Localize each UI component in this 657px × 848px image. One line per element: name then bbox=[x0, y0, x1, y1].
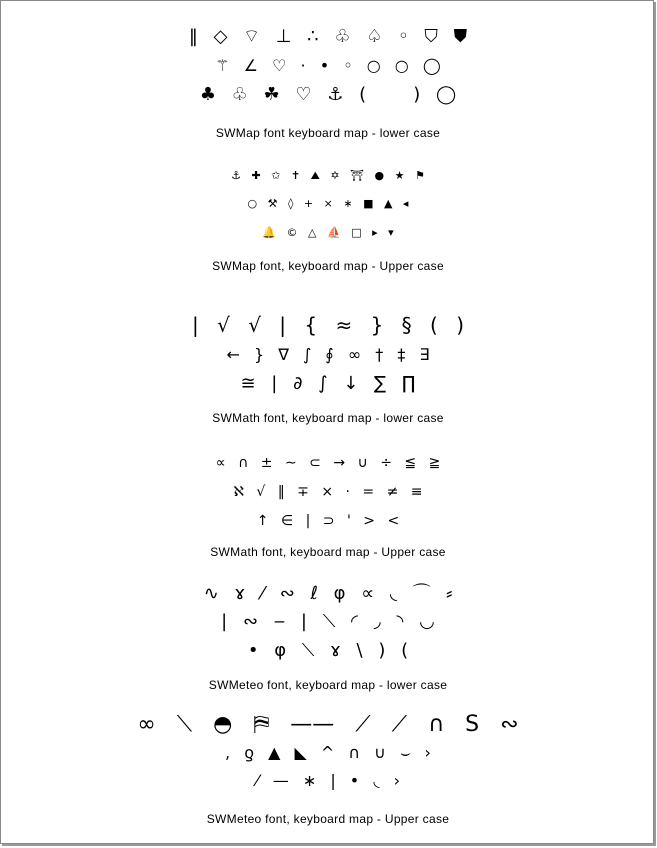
swmath-upper-caption: SWMath font, keyboard map - Upper case bbox=[210, 545, 446, 559]
swmap-lower-row-3: ♣ ♧ ☘ ♡ ⚓ ( ) ◯ bbox=[199, 84, 457, 105]
swmeteo-lower-row-2: | ∾ ‒ | ⟍ ◜ ◞ ◝ ◡ bbox=[221, 611, 435, 632]
swmath-upper-row-2: ℵ √ ‖ ∓ × · = ≠ ≡ bbox=[233, 484, 423, 500]
swmath-upper-row-1: ∝ ∩ ± ∼ ⊂ → ∪ ÷ ≦ ≧ bbox=[215, 455, 441, 471]
swmap-upper-caption: SWMap font, keyboard map - Upper case bbox=[212, 259, 444, 273]
swmeteo-upper-row-1: ∞ ⟍ ◓ ⛿ —— ⟋ ⟋ ∩ S ∾ bbox=[137, 712, 519, 737]
swmath-lower-row-2: ← } ∇ ∫ ∮ ∞ † ‡ ∃ bbox=[226, 345, 430, 364]
swmath-upper-row-3: ↑ ∈ | ⊃ ' > < bbox=[256, 513, 400, 529]
swmath-lower-row-3: ≅ | ∂ ∫ ↓ ∑ ∏ bbox=[240, 373, 416, 394]
swmeteo-lower-row-3: • φ ⟍ ɤ \ ) ( bbox=[247, 640, 409, 661]
swmeteo-upper-caption: SWMeteo font, keyboard map - Upper case bbox=[206, 812, 450, 826]
swmeteo-lower-caption: SWMeteo font, keyboard map - lower case bbox=[208, 678, 448, 692]
swmeteo-lower-row-1: ∿ ɤ ⁄ ∾ ℓ φ ∝ ◟ ⌒ ⸗ bbox=[203, 583, 453, 604]
swmap-upper-row-1: ⚓ ✚ ✩ ✝ ⛰ ✡ ⛩ ● ★ ⚑ bbox=[231, 169, 425, 182]
swmap-upper-row-3: 🔔 © △ ⛵ □ ▸ ▾ bbox=[262, 226, 394, 239]
swmeteo-upper-row-2: , ƍ ▲ ◣ ^ ∩ ∪ ⌣ › bbox=[225, 743, 431, 762]
swmap-lower-row-1: ‖ ◇ ⌔ ⊥ ∴ ♧ ♤ ◦ ⛉ ⛊ bbox=[188, 26, 468, 47]
swmap-lower-caption: SWMap font keyboard map - lower case bbox=[215, 126, 441, 140]
swmap-upper-row-2: ○ ⚒ ◊ + × ∗ ■ ▲ ◂ bbox=[247, 197, 409, 210]
swmath-lower-caption: SWMath font, keyboard map - lower case bbox=[212, 411, 444, 425]
swmath-lower-row-1: | √ √ | { ≈ } § ( ) bbox=[192, 313, 464, 337]
swmeteo-upper-row-3: ⁄ — ∗ | • ◟ › bbox=[255, 771, 400, 790]
swmap-lower-row-2: ⚚ ∠ ♡ · • ◦ ○ ○ ◯ bbox=[215, 56, 441, 75]
